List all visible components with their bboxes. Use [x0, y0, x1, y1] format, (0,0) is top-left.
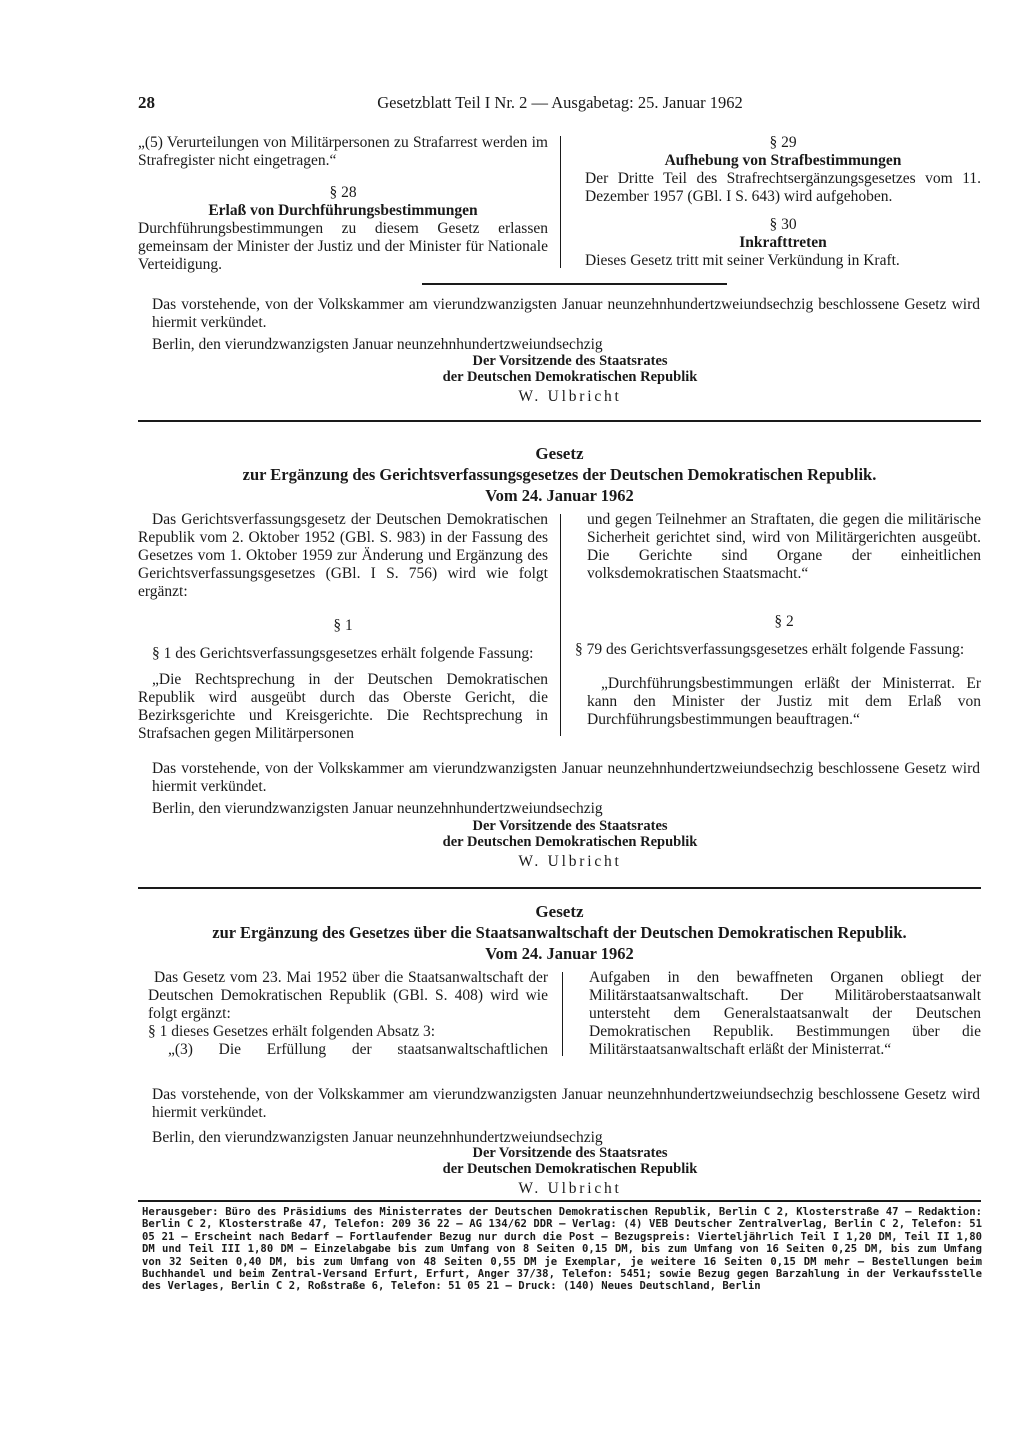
section-30-text: Dieses Gesetz tritt mit seiner Verkündung in Kraft.	[585, 252, 900, 269]
signature-line-2: der Deutschen Demokratischen Republik	[442, 1161, 698, 1177]
column-divider	[560, 136, 561, 268]
publisher-imprint	[142, 1206, 982, 1293]
law-3-header	[138, 902, 981, 965]
law-2-section-1-text: § 1 des Gerichtsverfassungsgesetzes erhält folgende Fassung:	[152, 645, 534, 662]
place-date: Berlin, den vierundzwanzigsten Januar neunzehnhundertzweiundsechzig	[152, 1129, 603, 1146]
law-2-section-2-text: § 79 des Gerichtsverfassungsgesetzes erhält folgende Fassung:	[575, 641, 965, 658]
promulgation-block-2	[152, 760, 980, 818]
law-2-intro: Das Gerichtsverfassungsgesetz der Deutschen Demokratischen Republik vom 2. Oktober 1952 (GBl. S. 983) in der Fassung des Gesetzes vom 1. Oktober 1959 zur Änderung und Ergänzung des Gerichtsverfassungsgesetzes (GBl. I S. 756) wird wie folgt ergänzt:	[138, 511, 548, 600]
full-rule	[138, 887, 981, 889]
column-divider	[562, 972, 563, 1056]
law-2-right-column	[575, 511, 981, 729]
section-28-text: Durchführungsbestimmungen zu diesem Gesetz erlassen gemeinsam der Minister der Justiz und der Minister für Nationale Verteidigung.	[138, 220, 548, 273]
promulgation-block-3	[152, 1086, 980, 1147]
law-3-section-1-text: § 1 dieses Gesetzes erhält folgenden Absatz 3:	[148, 1023, 436, 1040]
top-right-column	[585, 134, 981, 270]
imprint-text: Herausgeber: Büro des Präsidiums des Ministerrates der Deutschen Demokratischen Republik, Berlin C 2, Klosterstraße 47 — Redaktion: Berlin C 2, Klosterstraße 47, Telefon: 209 36 22 — AG 134/62 DDR — Verlag: (4) VEB Deutscher Zentralverlag, Berlin C 2, Telefon: 51 05 21 — Erscheint nach Bedarf — Fortlaufender Bezug nur durch die Post — Bezugspreis: Vierteljährlich Teil I 1,20 DM, Teil II 1,80 DM und Teil III 1,80 DM — Einzelabgabe bis zum Umfang von 8 Seiten 0,15 DM, bis zum Umfang von 16 Seiten 0,25 DM, bis zum Umfang von 32 Seiten 0,40 DM, bis zum Umfang von 48 Seiten 0,55 DM je Exemplar, je weitere 16 Seiten 0,15 DM mehr — Bestellungen beim Buchhandel und beim Zentral-Versand Erfurt, Erfurt, Anger 37/38, Telefon: 5451; sowie Bezug gegen Barzahlung in der Verkaufsstelle des Verlages, Berlin C 2, Roßstraße 6, Telefon: 51 05 21 — Druck: (140) Neues Deutschland, Berlin	[142, 1206, 982, 1293]
signature-block-2	[360, 818, 780, 871]
section-29-text: Der Dritte Teil des Strafrechtsergänzungsgesetzes vom 11. Dezember 1957 (GBl. I S. 643) wird aufgehoben.	[585, 170, 981, 205]
section-28-title: Erlaß von Durchführungsbestimmungen	[208, 202, 478, 219]
footer-rule	[138, 1200, 981, 1202]
law-2-section-2-quote: „Durchführungsbestimmungen erläßt der Ministerrat. Er kann den Minister der Justiz mit dem Erlaß von Durchführungsbestimmungen beauftragen.“	[587, 675, 981, 728]
signature-line-1: Der Vorsitzende des Staatsrates	[472, 353, 668, 369]
signature-name: W. Ulbricht	[518, 853, 622, 870]
place-date: Berlin, den vierundzwanzigsten Januar neunzehnhundertzweiundsechzig	[152, 336, 603, 353]
section-30-title: Inkrafttreten	[739, 234, 827, 251]
law-2-left-column	[138, 511, 548, 743]
top-left-column	[138, 134, 548, 274]
signature-block-3	[360, 1145, 780, 1198]
signature-name: W. Ulbricht	[518, 388, 622, 405]
law-2-date: Vom 24. Januar 1962	[485, 486, 634, 505]
law-3-subheading: zur Ergänzung des Gesetzes über die Staatsanwaltschaft der Deutschen Demokratischen Republik.	[212, 923, 907, 942]
law-3-left-column	[148, 969, 548, 1059]
law-3-date: Vom 24. Januar 1962	[485, 944, 634, 963]
promulgation-text: Das vorstehende, von der Volkskammer am vierundzwanzigsten Januar neunzehnhundertzweiundsechzig beschlossene Gesetz wird hiermit verkündet.	[152, 1086, 980, 1121]
law-2-section-1-number: § 1	[333, 617, 353, 634]
full-rule	[138, 420, 981, 422]
short-rule	[422, 283, 727, 285]
column-divider	[560, 514, 561, 736]
promulgation-block-1	[152, 296, 980, 354]
law-3-quote: „(3) Die Erfüllung der staatsanwaltschaftlichen	[168, 1041, 548, 1058]
page-header-title: Gesetzblatt Teil I Nr. 2 — Ausgabetag: 25. Januar 1962	[377, 93, 743, 112]
signature-block-1	[360, 353, 780, 406]
section-29-title: Aufhebung von Strafbestimmungen	[664, 152, 902, 169]
page-number: 28	[138, 93, 155, 112]
law-2-header	[138, 444, 981, 507]
section-29-number: § 29	[769, 134, 797, 151]
signature-line-1: Der Vorsitzende des Staatsrates	[472, 818, 668, 834]
law-3-right-column	[589, 969, 981, 1059]
law-2-subheading: zur Ergänzung des Gerichtsverfassungsgesetzes der Deutschen Demokratischen Republik.	[242, 465, 877, 484]
signature-line-2: der Deutschen Demokratischen Republik	[442, 834, 698, 850]
law-2-heading: Gesetz	[535, 444, 584, 463]
law-2-section-2-number: § 2	[774, 613, 794, 630]
place-date: Berlin, den vierundzwanzigsten Januar neunzehnhundertzweiundsechzig	[152, 800, 603, 817]
promulgation-text: Das vorstehende, von der Volkskammer am vierundzwanzigsten Januar neunzehnhundertzweiundsechzig beschlossene Gesetz wird hiermit verkündet.	[152, 760, 980, 795]
signature-name: W. Ulbricht	[518, 1180, 622, 1197]
law-3-continuation: Aufgaben in den bewaffneten Organen obliegt der Militärstaatsanwaltschaft. Der Militäroberstaatsanwalt untersteht dem Generalstaatsanwalt der Deutschen Demokratischen Republik. Bestimmungen über die Militärstaatsanwaltschaft erläßt der Ministerrat.“	[589, 969, 981, 1058]
signature-line-2: der Deutschen Demokratischen Republik	[442, 369, 698, 385]
law-2-section-1-quote: „Die Rechtsprechung in der Deutschen Demokratischen Republik wird ausgeübt durch das Oberste Gericht, die Bezirksgerichte und Kreisgerichte. Die Rechtsprechung in Strafsachen gegen Militärpersonen	[138, 671, 548, 742]
section-28-number: § 28	[329, 184, 357, 201]
law-3-heading: Gesetz	[535, 902, 584, 921]
signature-line-1: Der Vorsitzende des Staatsrates	[472, 1145, 668, 1161]
promulgation-text: Das vorstehende, von der Volkskammer am vierundzwanzigsten Januar neunzehnhundertzweiundsechzig beschlossene Gesetz wird hiermit verkündet.	[152, 296, 980, 331]
law-3-intro: Das Gesetz vom 23. Mai 1952 über die Staatsanwaltschaft der Deutschen Demokratischen Republik (GBl. S. 408) wird wie folgt ergänzt:	[148, 969, 548, 1022]
law-2-continuation: und gegen Teilnehmer an Straftaten, die gegen die militärische Sicherheit gerichtet sind, wird von Militärgerichten ausgeübt. Die Gerichte sind Organe der einheitlichen volksdemokratischen Staatsmacht.“	[587, 511, 981, 582]
section-30-number: § 30	[769, 216, 797, 233]
paragraph-5: „(5) Verurteilungen von Militärpersonen zu Strafarrest werden im Strafregister nicht eingetragen.“	[138, 134, 548, 169]
